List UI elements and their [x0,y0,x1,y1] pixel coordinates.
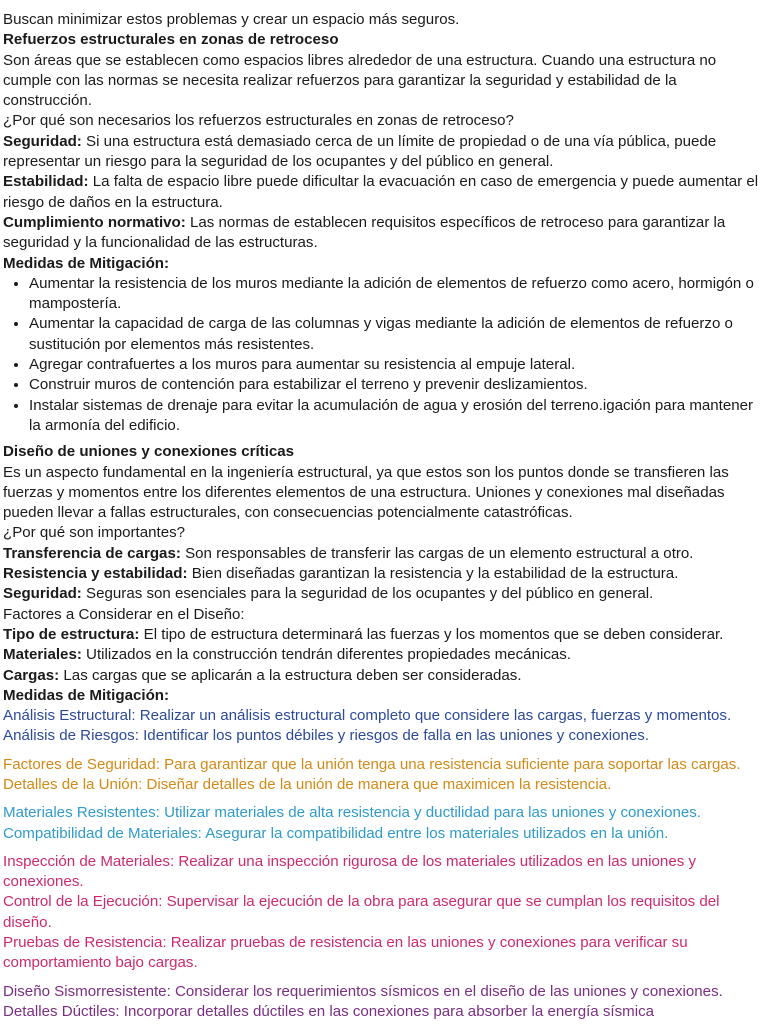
mitigation-group-materials [3,803,765,844]
s2-factor-tipo: Tipo de estructura: El tipo de estructura determinará las fuerzas y los momentos que se deben considerar. [3,625,724,643]
s2-mitigation-title: Medidas de Mitigación: [3,686,170,704]
mitigation-group-analysis [3,706,765,747]
list-item: Diseño Sismorresistente: Considerar los requerimientos sísmicos en el diseño de las uniones y conexiones. [3,982,723,1000]
s1-reason-cumplimiento: Cumplimiento normativo: Las normas de establecen requisitos específicos de retroceso para garantizar la seguridad y la funcionalidad de las estructuras. [3,213,726,252]
list-item: Detalles de la Unión: Diseñar detalles de la unión de manera que maximicen la resistencia. [3,775,612,793]
list-item: Análisis Estructural: Realizar un análisis estructural completo que considere las cargas, fuerzas y momentos. [3,707,732,725]
s2-reason-seguridad: Seguridad: Seguras son esenciales para la seguridad de los ocupantes y del público en general. [3,585,654,603]
s2-factors-title: Factores a Considerar en el Diseño: [3,605,245,623]
section-2-description: Es un aspecto fundamental en la ingeniería estructural, ya que estos son los puntos donde se transfieren las fuerzas y momentos entre los diferentes elementos de una estructura. Uniones y conexiones mal diseñadas pueden llevar a fallas estructurales, con consecuencias potencialmente catastróficas. [3,463,729,522]
s1-reason-estabilidad: Estabilidad: La falta de espacio libre puede dificultar la evacuación en caso de emergencia y puede aumentar el riesgo de daños en la estructura. [3,173,759,211]
intro-text: Buscan minimizar estos problemas y crear un espacio más seguros. [3,11,460,28]
mitigation-group-seismic [3,982,765,1023]
s2-reason-resistencia: Resistencia y estabilidad: Bien diseñadas garantizan la resistencia y la estabilidad de la estructura. [3,565,679,583]
s1-mitigation-list [3,274,765,436]
list-item: • Agregar contrafuertes a los muros para aumentar su resistencia al empuje lateral. [29,355,765,375]
list-item: Inspección de Materiales: Realizar una inspección rigurosa de los materiales utilizados en las uniones y conexiones. [3,852,697,891]
mitigation-group-control [3,852,765,974]
list-item: Factores de Seguridad: Para garantizar que la unión tenga una resistencia suficiente para soportar las cargas. [3,755,741,773]
section-2-question: ¿Por qué son importantes? [3,524,186,542]
list-item: • Instalar sistemas de drenaje para evitar la acumulación de agua y erosión del terreno.igación para mantener la armonía del edificio. [29,396,765,437]
list-item: Materiales Resistentes: Utilizar materiales de alta resistencia y ductilidad para las uniones y conexiones. [3,804,702,822]
section-1-description: Son áreas que se establecen como espacios libres alrededor de una estructura. Cuando una estructura no cumple con las normas se necesita realizar refuerzos para garantizar la seguridad y estabilidad de la construcción. [3,51,717,110]
list-item: • Aumentar la resistencia de los muros mediante la adición de elementos de refuerzo como acero, hormigón o mampostería. [29,274,765,315]
s2-factor-cargas: Cargas: Las cargas que se aplicarán a la estructura deben ser consideradas. [3,666,522,684]
list-item: Análisis de Riesgos: Identificar los puntos débiles y riesgos de falla en las uniones y conexiones. [3,727,650,745]
section-1-question: ¿Por qué son necesarios los refuerzos estructurales en zonas de retroceso? [3,112,514,130]
list-item: • Aumentar la capacidad de carga de las columnas y vigas mediante la adición de elementos de refuerzo o sustitución por elementos más resistentes. [29,314,765,355]
s2-reason-transferencia: Transferencia de cargas: Son responsables de transferir las cargas de un elemento estructural a otro. [3,544,694,562]
list-item: Detalles Dúctiles: Incorporar detalles dúctiles en las conexiones para absorber la energía sísmica [3,1002,655,1020]
list-item: Control de la Ejecución: Supervisar la ejecución de la obra para asegurar que se cumplan los requisitos del diseño. [3,893,720,931]
list-item: Pruebas de Resistencia: Realizar pruebas de resistencia en las uniones y conexiones para verificar su comportamiento bajo cargas. [3,934,688,972]
s1-reason-seguridad: Seguridad: Si una estructura está demasiado cerca de un límite de propiedad o de una vía pública, puede representar un riesgo para la seguridad de los ocupantes y del público en general. [3,132,717,171]
section-1-title: Refuerzos estructurales en zonas de retroceso [3,31,339,49]
mitigation-group-design [3,755,765,796]
s2-factor-materiales: Materiales: Utilizados en la construcción tendrán diferentes propiedades mecánicas. [3,646,572,664]
list-item: Compatibilidad de Materiales: Asegurar la compatibilidad entre los materiales utilizados en la unión. [3,824,669,842]
list-item: • Construir muros de contención para estabilizar el terreno y prevenir deslizamientos. [29,375,765,395]
s1-mitigation-title: Medidas de Mitigación: [3,254,170,272]
section-2-title: Diseño de uniones y conexiones críticas [3,443,295,461]
